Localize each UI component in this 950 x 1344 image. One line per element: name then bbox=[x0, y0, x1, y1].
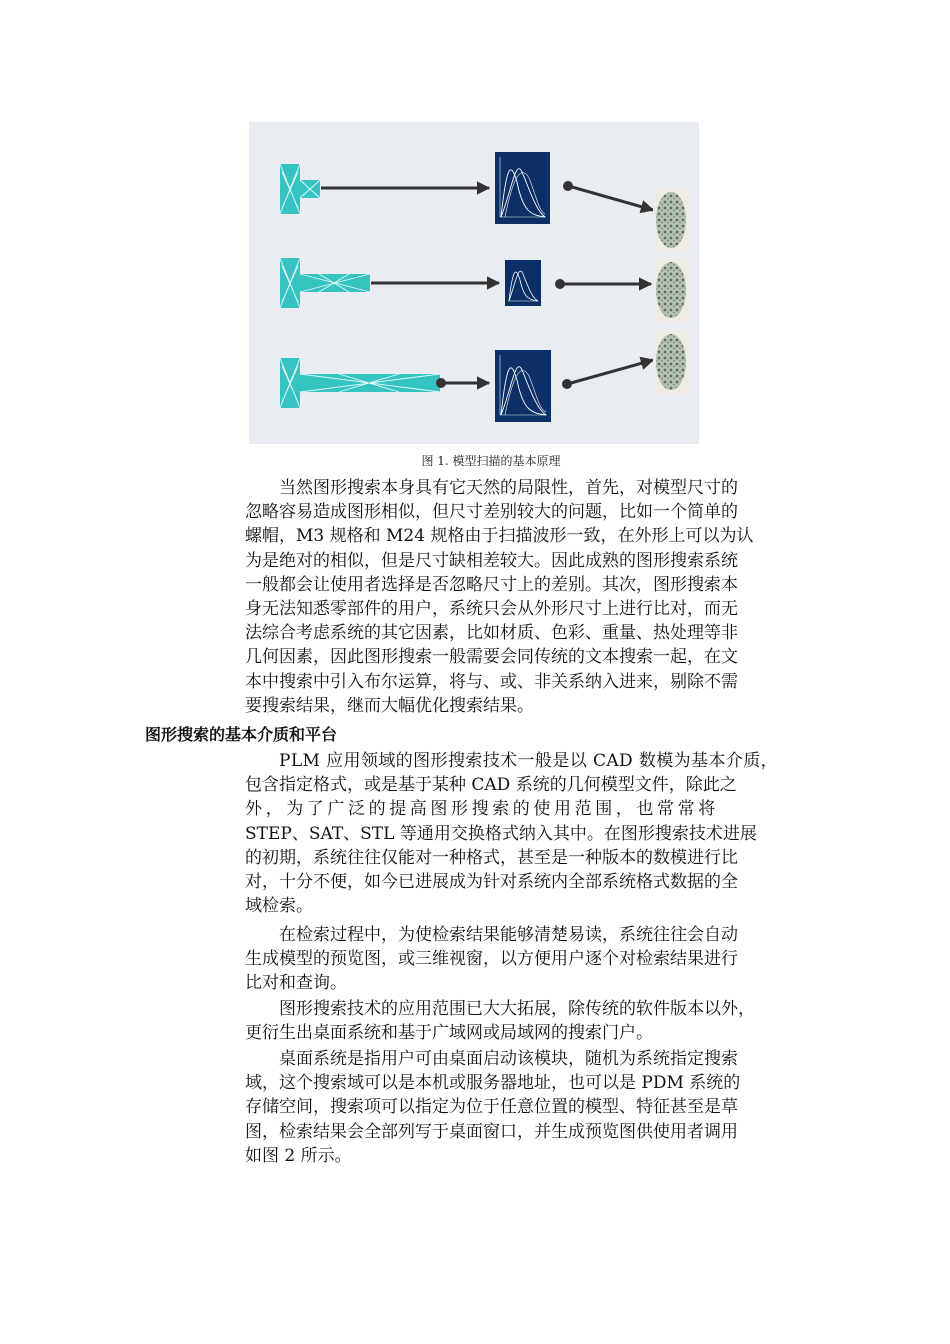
text-line: 几何因素，因此图形搜索一般需要会同传统的文本搜索一起，在文 bbox=[245, 647, 738, 668]
text-line: 在检索过程中，为使检索结果能够清楚易读，系统往往会自动 bbox=[279, 925, 738, 945]
bolt-short bbox=[280, 164, 320, 214]
bolt-medium bbox=[280, 258, 370, 308]
text-line: 忽略容易造成图形相似，但尺寸差别较大的问题，比如一个简单的 bbox=[245, 502, 738, 523]
text-line: 域，这个搜索域可以是本机或服务器地址，也可以是 PDM 系统的 bbox=[245, 1073, 741, 1094]
text-line: 生成模型的预览图，或三维视窗，以方便用户逐个对检索结果进行 bbox=[245, 949, 738, 970]
arrow-row1-b bbox=[572, 187, 653, 210]
scan-texture-2 bbox=[653, 258, 689, 322]
text-line: 存储空间，搜索项可以指定为位于任意位置的模型、特征甚至是草 bbox=[245, 1097, 738, 1118]
text-line: 当然图形搜索本身具有它天然的局限性，首先，对模型尺寸的 bbox=[279, 478, 738, 498]
section-heading: 图形搜索的基本介质和平台 bbox=[145, 725, 338, 744]
dot-row2 bbox=[555, 279, 565, 289]
text-line: 如图 2 所示。 bbox=[245, 1145, 352, 1166]
text-line: 图形搜索技术的应用范围已大大拓展，除传统的软件版本以外， bbox=[279, 999, 755, 1019]
text-line: 一般都会让使用者选择是否忽略尺寸上的差别。其次，图形搜索本 bbox=[245, 574, 738, 595]
paragraph-preview bbox=[245, 923, 805, 996]
text-line: 桌面系统是指用户可由桌面启动该模块，随机为系统指定搜索 bbox=[279, 1049, 738, 1069]
scanning-diagram bbox=[249, 122, 699, 444]
signal-plot-1 bbox=[495, 152, 550, 224]
paragraph-limitations bbox=[245, 476, 805, 718]
text-line: 外，为了广泛的提高图形搜索的使用范围，也常常将 bbox=[245, 799, 719, 820]
text-line: 更衍生出桌面系统和基于广域网或局域网的搜索门户。 bbox=[245, 1023, 653, 1044]
dot-row3-b bbox=[562, 379, 572, 389]
dot-row3-a bbox=[436, 378, 446, 388]
dot-row1 bbox=[563, 181, 573, 191]
bolt-long bbox=[280, 358, 440, 408]
paragraph-media bbox=[245, 749, 805, 918]
text-line: 域检索。 bbox=[245, 896, 313, 917]
signal-plot-3 bbox=[495, 350, 551, 422]
text-line: 要搜索结果，继而大幅优化搜索结果。 bbox=[245, 695, 534, 716]
signal-plot-2 bbox=[505, 260, 541, 306]
scan-texture-1 bbox=[653, 188, 689, 252]
text-line: 对，十分不便，如今已进展成为针对系统内全部系统格式数据的全 bbox=[245, 872, 738, 893]
text-line: PLM 应用领域的图形搜索技术一般是以 CAD 数模为基本介质， bbox=[279, 751, 779, 771]
text-line: 的初期，系统往往仅能对一种格式，甚至是一种版本的数模进行比 bbox=[245, 847, 738, 868]
text-line: 为是绝对的相似，但是尺寸缺相差较大。因此成熟的图形搜索系统 bbox=[245, 550, 738, 571]
figure-model-scanning bbox=[249, 122, 699, 444]
text-line: STEP、SAT、STL 等通用交换格式纳入其中。在图形搜索技术进展 bbox=[245, 823, 757, 844]
paragraph-scope bbox=[245, 997, 805, 1045]
text-line: 图，检索结果会全部列写于桌面窗口，并生成预览图供使用者调用 bbox=[245, 1121, 738, 1142]
text-line: 包含指定格式，或是基于某种 CAD 系统的几何模型文件，除此之 bbox=[245, 775, 737, 796]
text-line: 法综合考虑系统的其它因素，比如材质、色彩、重量、热处理等非 bbox=[245, 623, 738, 644]
text-line: 比对和查询。 bbox=[245, 973, 347, 994]
text-line: 本中搜索中引入布尔运算，将与、或、非关系纳入进来，剔除不需 bbox=[245, 671, 738, 692]
figure-caption: 图 1. 模型扫描的基本原理 bbox=[421, 454, 561, 468]
arrow-row3-b bbox=[571, 360, 653, 383]
text-line: 螺帽，M3 规格和 M24 规格由于扫描波形一致，在外形上可以为认 bbox=[245, 526, 754, 547]
scan-texture-3 bbox=[653, 330, 689, 394]
text-line: 身无法知悉零部件的用户，系统只会从外形尺寸上进行比对，而无 bbox=[245, 599, 738, 620]
paragraph-desktop-system bbox=[245, 1047, 805, 1168]
